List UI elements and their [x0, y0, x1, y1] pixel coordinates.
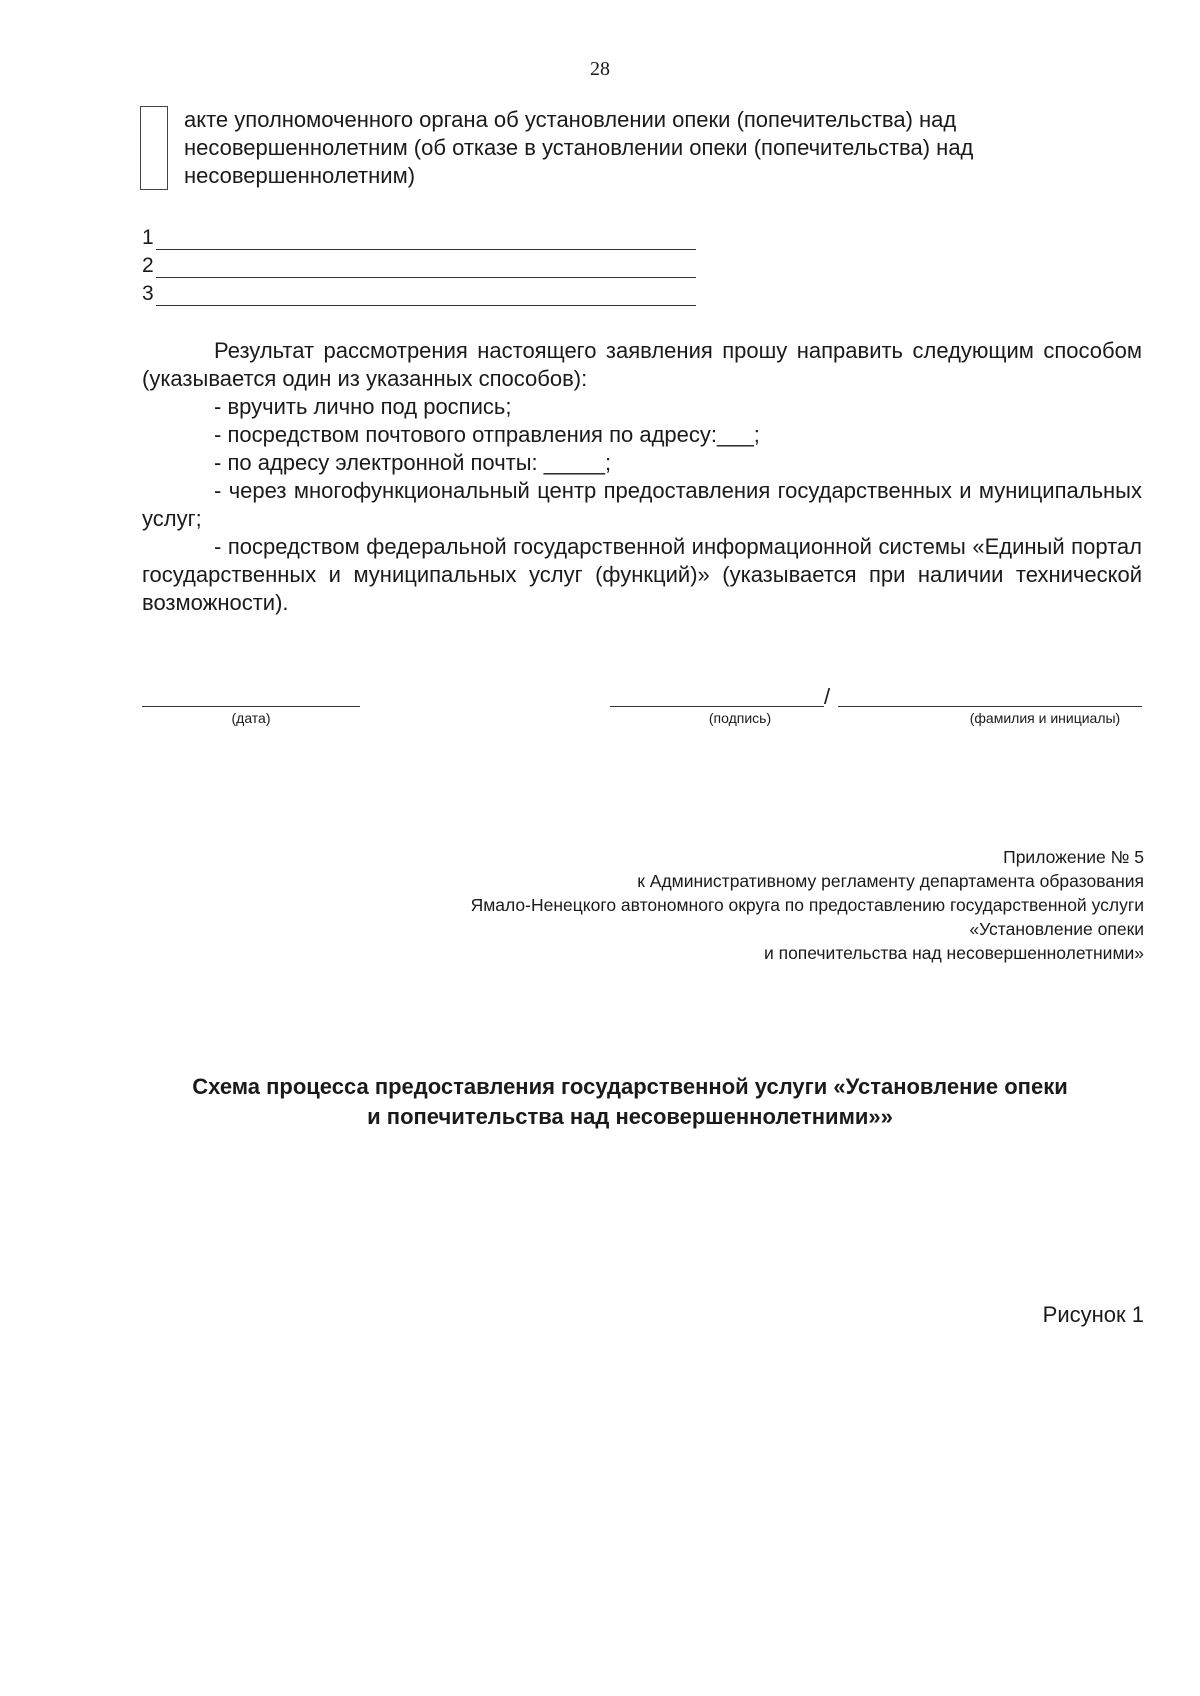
blank-line-number: 1	[142, 226, 154, 249]
blank-line[interactable]	[142, 222, 696, 250]
blank-line-number: 2	[142, 254, 154, 277]
page-number: 28	[590, 58, 610, 80]
method-item: - через многофункциональный центр предоставления государственных и муниципальных услуг;	[142, 478, 1142, 531]
title-line: и попечительства над несовершеннолетними»»	[367, 1104, 893, 1129]
figure-label: Рисунок 1	[1042, 1302, 1144, 1327]
date-line[interactable]	[142, 706, 360, 707]
signature-label: (подпись)	[708, 710, 772, 726]
title-line: Схема процесса предоставления государственной услуги «Установление опеки	[192, 1074, 1068, 1099]
method-item: - по адресу электронной почты: _____;	[214, 450, 612, 475]
blank-lines-list	[142, 222, 696, 306]
name-line[interactable]	[838, 706, 1142, 707]
blank-line-rule	[156, 227, 696, 250]
method-item: - посредством федеральной государственной информационной системы «Единый портал государственных и муниципальных услуг (функций)» (указывается при наличии технической возможности).	[142, 534, 1142, 615]
appendix-line: и попечительства над несовершеннолетними»	[763, 943, 1144, 963]
appendix-reference	[244, 845, 1144, 965]
result-paragraph: Результат рассмотрения настоящего заявления прошу направить следующим способом (указывается один из указанных способов):	[142, 338, 1142, 391]
blank-line-rule	[156, 283, 696, 306]
delivery-method-section	[142, 337, 1142, 617]
appendix-line: Приложение № 5	[1003, 847, 1144, 867]
blank-line-rule	[156, 255, 696, 278]
date-label: (дата)	[231, 710, 271, 726]
appendix-line: «Установление опеки	[969, 919, 1144, 939]
blank-line[interactable]	[142, 278, 696, 306]
checkbox[interactable]	[140, 106, 168, 190]
checkbox-label: акте уполномоченного органа об установлении опеки (попечительства) над несовершеннолетним (об отказе в установлении опеки (попечительства) над несовершеннолетним)	[184, 107, 974, 188]
appendix-line: Ямало-Ненецкого автономного округа по предоставлению государственной услуги	[470, 895, 1144, 915]
signature-line[interactable]	[610, 706, 824, 707]
appendix-line: к Административному регламенту департамента образования	[637, 871, 1144, 891]
name-label: (фамилия и инициалы)	[969, 710, 1121, 726]
method-item: - вручить лично под роспись;	[214, 394, 512, 419]
signature-block	[0, 684, 1200, 724]
signature-separator: /	[824, 684, 831, 709]
method-item: - посредством почтового отправления по адресу:___;	[214, 422, 760, 447]
blank-line[interactable]	[142, 250, 696, 278]
document-title	[130, 1072, 1130, 1132]
blank-line-number: 3	[142, 282, 154, 305]
